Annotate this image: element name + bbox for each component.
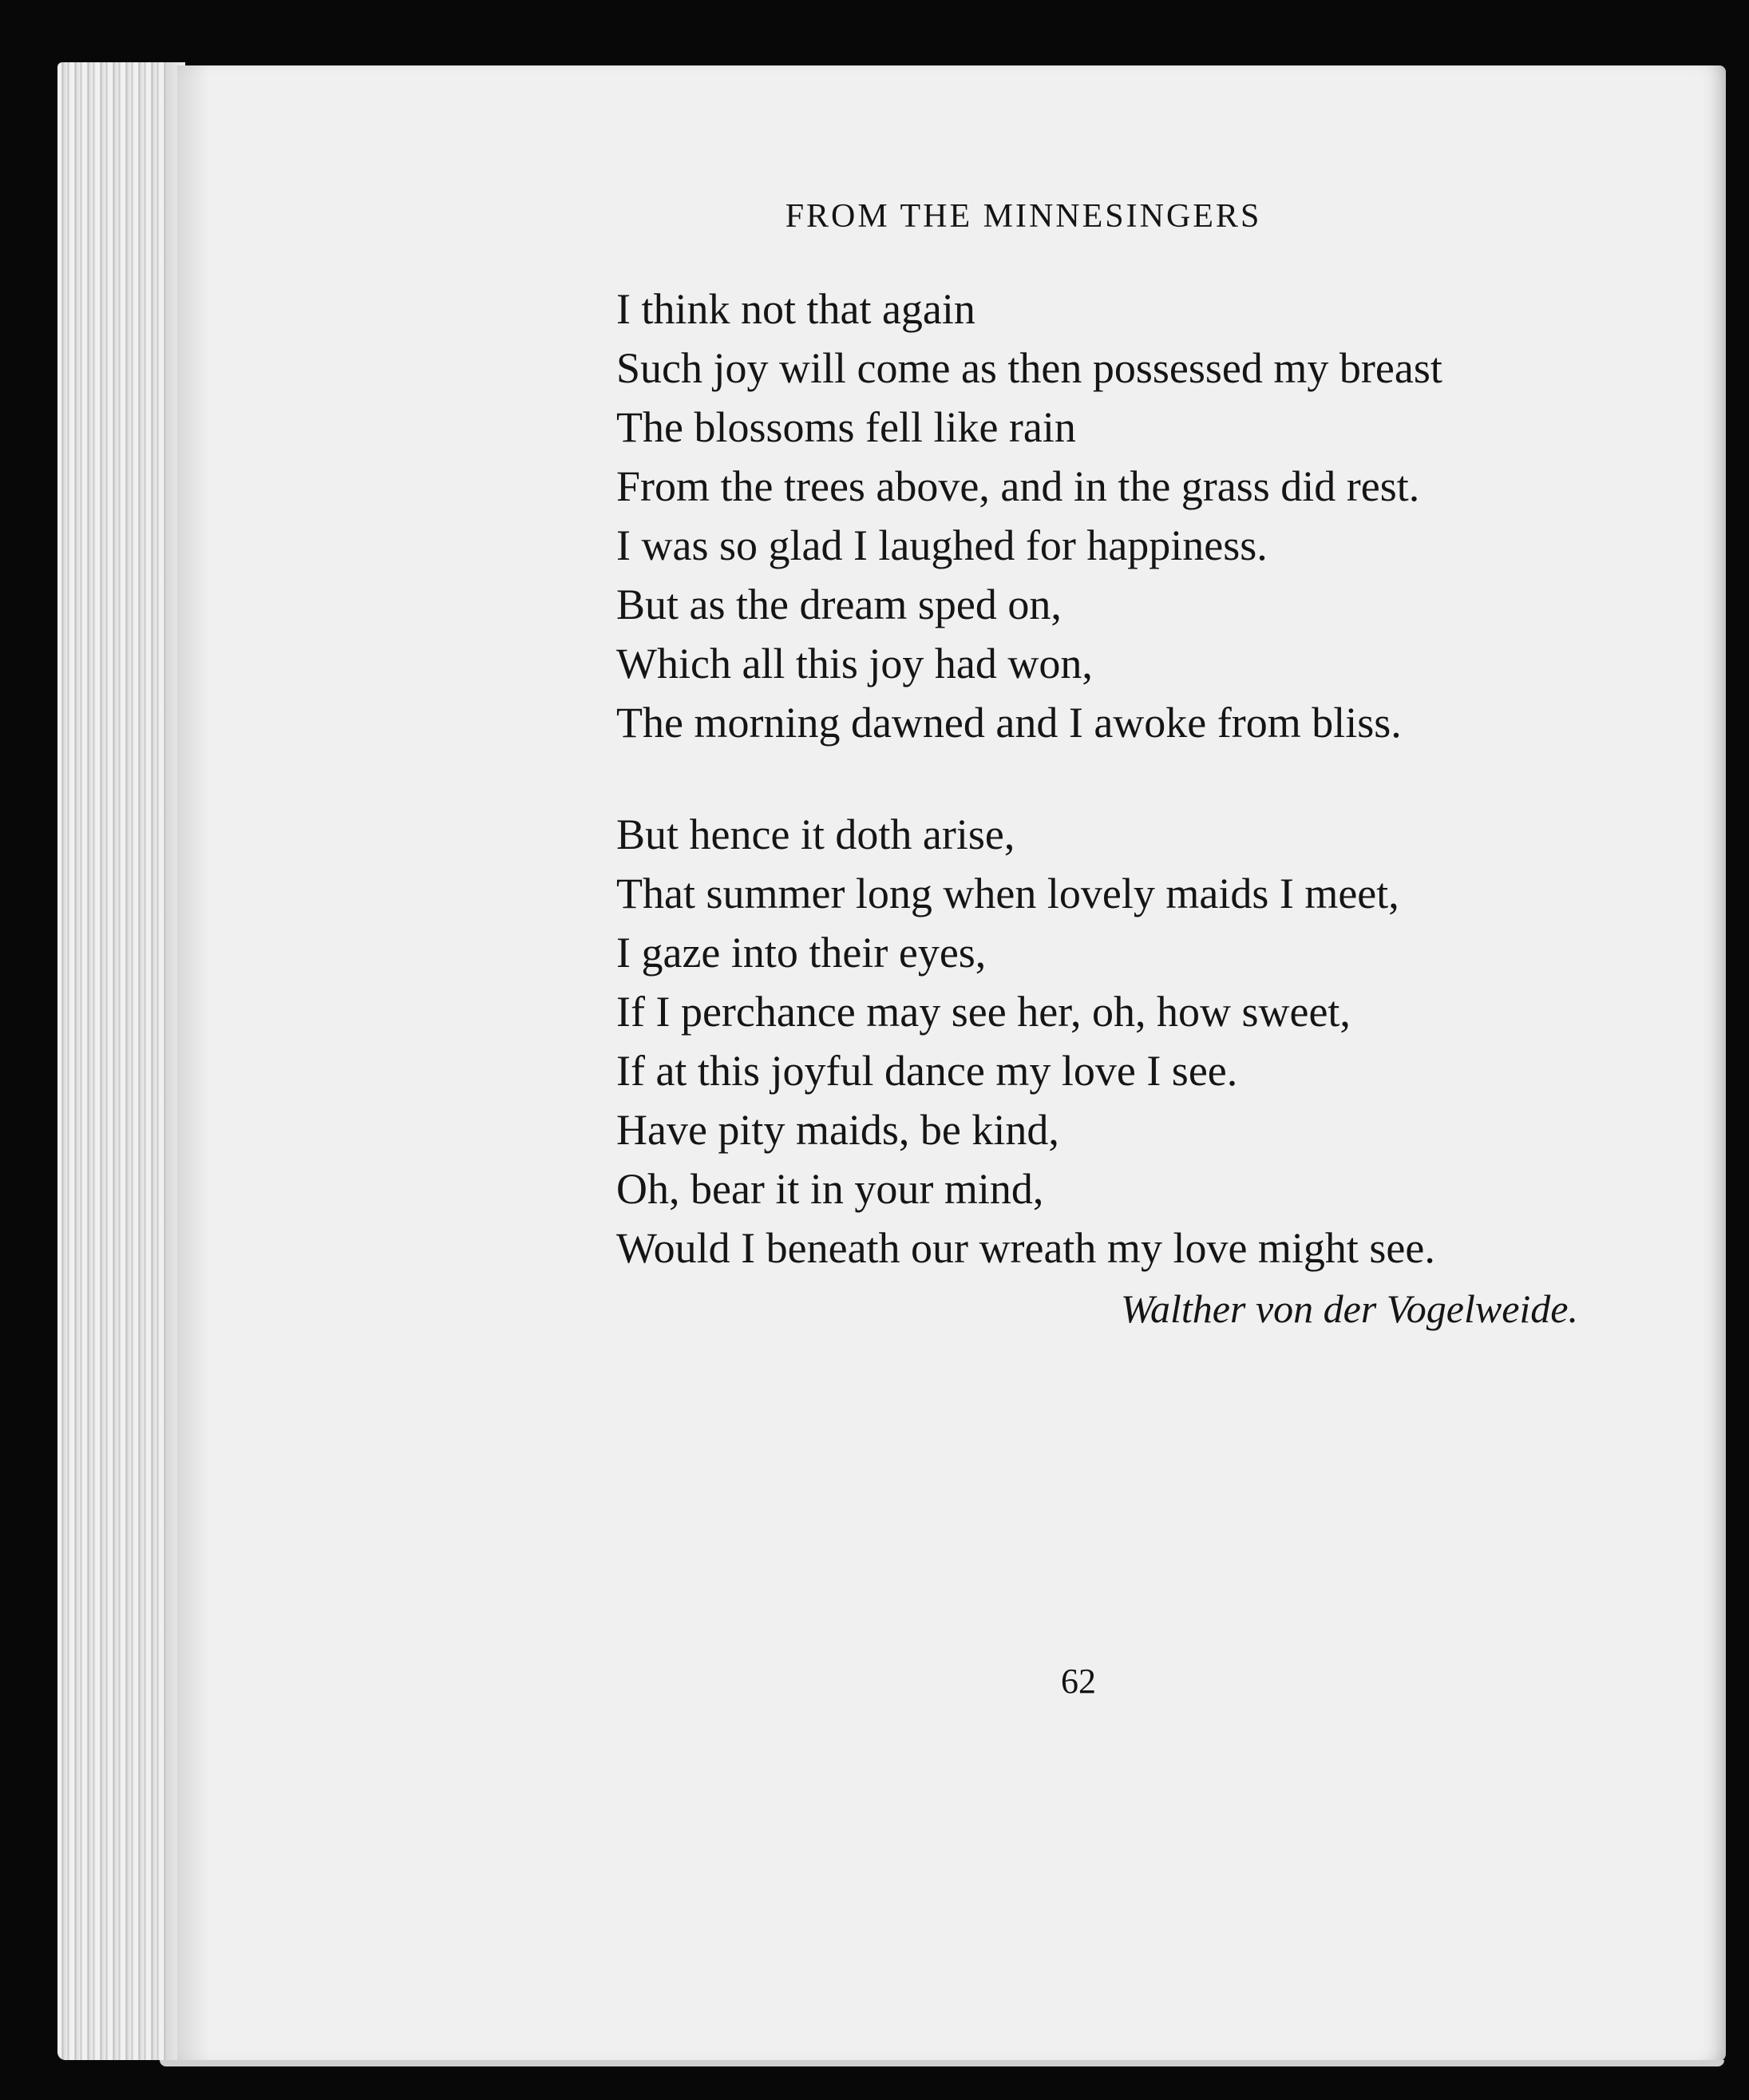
- poem-line: The morning dawned and I awoke from bliss.: [616, 699, 1402, 747]
- stanza-2: [616, 805, 1654, 1337]
- running-head: FROM THE MINNESINGERS: [785, 198, 1262, 235]
- poem-line: If I perchance may see her, oh, how sweet,: [616, 988, 1351, 1036]
- poem: [616, 279, 1654, 1337]
- poem-line: But as the dream sped on,: [616, 580, 1062, 628]
- poem-line: From the trees above, and in the grass did rest.: [616, 462, 1420, 510]
- poem-line: The blossoms fell like rain: [616, 403, 1076, 451]
- stanza-1: [616, 279, 1654, 752]
- poem-line: I was so glad I laughed for happiness.: [616, 521, 1268, 569]
- poem-attribution: Walther von der Vogelweide.: [1120, 1286, 1578, 1331]
- poem-line: But hence it doth arise,: [616, 810, 1015, 858]
- poem-line: Oh, bear it in your mind,: [616, 1165, 1044, 1213]
- poem-line: Which all this joy had won,: [616, 640, 1093, 687]
- poem-line: Such joy will come as then possessed my breast: [616, 344, 1442, 392]
- poem-line: I gaze into their eyes,: [616, 929, 987, 977]
- book-page: [177, 65, 1726, 2062]
- poem-line: Have pity maids, be kind,: [616, 1106, 1059, 1154]
- poem-line: Would I beneath our wreath my love might see.: [616, 1224, 1435, 1272]
- poem-line: If at this joyful dance my love I see.: [616, 1047, 1238, 1095]
- page-number: 62: [1061, 1662, 1096, 1701]
- page-block-edges: [57, 62, 185, 2060]
- poem-line: That summer long when lovely maids I meet,: [616, 870, 1399, 917]
- page-bottom-edge: [160, 2060, 1724, 2066]
- poem-line: I think not that again: [616, 285, 975, 333]
